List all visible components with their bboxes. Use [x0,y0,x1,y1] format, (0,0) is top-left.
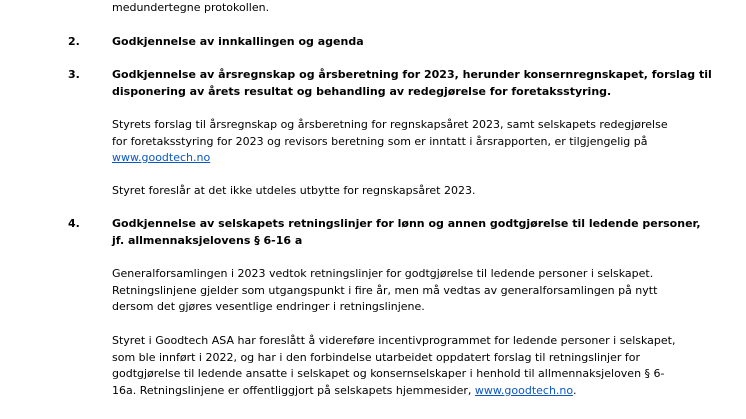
section-2-number: 2. [68,35,80,48]
section-3-number: 3. [68,68,80,81]
section-3-paragraph-1: Styrets forslag til årsregnskap og årsberetning for regnskapsåret 2023, samt selskapets redegjørelse for foretaksstyring for 2023 og revisors beretning som er inntatt i årsrapporten, er tilgjengelig på www.goodtech.no [112,118,668,164]
section-4-paragraph-1: Generalforsamlingen i 2023 vedtok retningslinjer for godtgjørelse til ledende personer i selskapet. Retningslinjene gjelder som utgangspunkt i fire år, men må vedtas av generalforsamlingen på nytt dersom det gjøres vesentlige endringer i retningslinjene. [112,267,658,313]
section-3-paragraph-2: Styret foreslår at det ikke utdeles utbytte for regnskapsåret 2023. [112,184,476,197]
goodtech-link[interactable]: www.goodtech.no [112,151,211,164]
section-4-heading: Godkjennelse av selskapets retningslinjer for lønn og annen godtgjørelse til ledende personer, jf. allmennaksjelovens § 6-16 a [112,217,701,247]
section-2-heading: Godkjennelse av innkallingen og agenda [112,35,364,48]
section-4-paragraph-2: Styret i Goodtech ASA har foreslått å videreføre incentivprogrammet for ledende personer i selskapet, som ble innført i 2022, og har i den forbindelse utarbeidet oppdatert forslag til retningslinjer for godtgjørelse til ledende ansatte i selskapet og konsernselskaper i henhold til allmennaksjeloven § 6- 16a. Retningslinjene er offentliggjort på selskapets hjemmesider, www.goodtech.no. [112,334,676,397]
section-3-heading: Godkjennelse av årsregnskap og årsberetning for 2023, herunder konsernregnskapet, forslag til disponering av årets resultat og behandling av redegjørelse for foretaksstyring. [112,68,712,98]
intro-text-tail: medundertegne protokollen. [112,1,270,14]
section-4-number: 4. [68,217,80,230]
goodtech-link[interactable]: www.goodtech.no [474,383,573,397]
